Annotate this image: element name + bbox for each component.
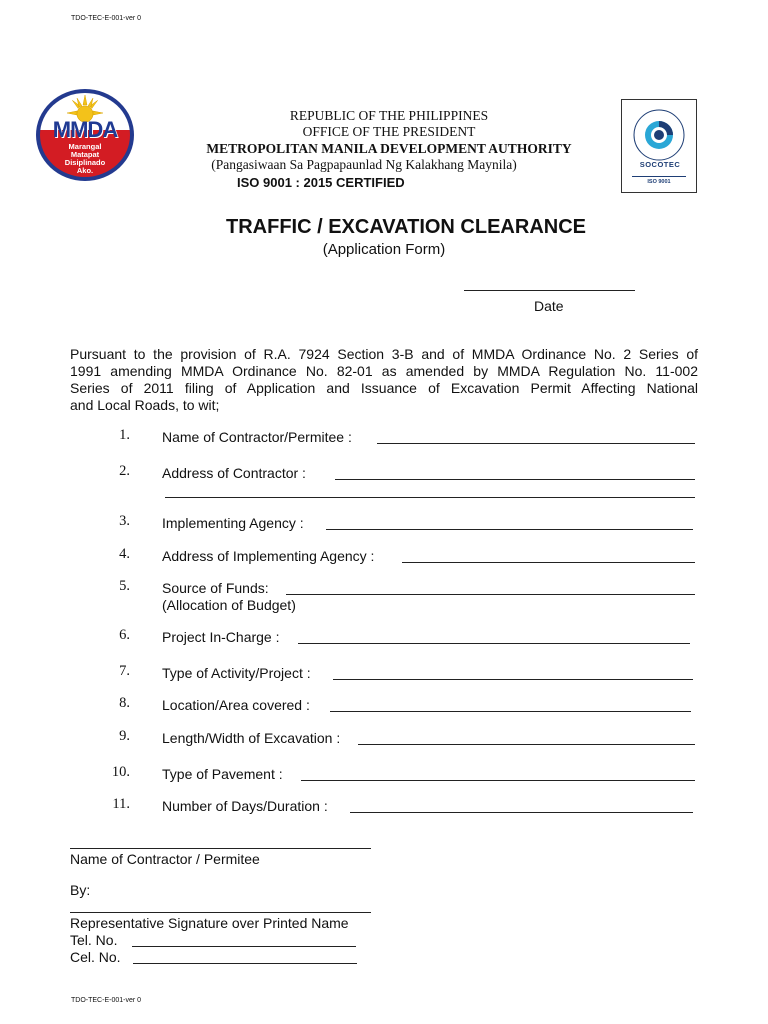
- field-label-length-width: Length/Width of Excavation :: [162, 730, 341, 746]
- field-number: 11.: [112, 796, 130, 812]
- field-label-source-of-funds: Source of Funds:: [162, 580, 269, 596]
- field-label-type-of-pavement: Type of Pavement :: [162, 766, 283, 782]
- field-label-implementing-agency: Implementing Agency :: [162, 515, 304, 531]
- field-label-type-of-activity: Type of Activity/Project :: [162, 665, 311, 681]
- field-number: 7.: [119, 663, 130, 679]
- source-of-funds-input[interactable]: [286, 594, 695, 595]
- header-iso-certified: ISO 9001 : 2015 CERTIFIED: [237, 175, 405, 190]
- field-number: 1.: [119, 427, 130, 443]
- field-label-project-in-charge: Project In-Charge :: [162, 629, 280, 645]
- contractor-name-signature-line[interactable]: [70, 848, 371, 849]
- field-sublabel-allocation: (Allocation of Budget): [162, 597, 296, 613]
- field-number: 9.: [119, 728, 130, 744]
- cel-label: Cel. No.: [70, 949, 121, 965]
- field-number: 2.: [119, 463, 130, 479]
- field-number: 3.: [119, 513, 130, 529]
- header-office: OFFICE OF THE PRESIDENT: [302, 124, 476, 139]
- length-width-input[interactable]: [358, 744, 695, 745]
- contractor-name-input[interactable]: [377, 443, 695, 444]
- header-republic: REPUBLIC OF THE PHILIPPINES: [289, 108, 489, 123]
- field-number: 4.: [119, 546, 130, 562]
- date-label: Date: [534, 298, 564, 314]
- form-title: TRAFFIC / EXCAVATION CLEARANCE: [226, 216, 586, 238]
- field-label-agency-address: Address of Implementing Agency :: [162, 548, 375, 564]
- header-agency: METROPOLITAN MANILA DEVELOPMENT AUTHORITY: [206, 141, 572, 156]
- tel-input[interactable]: [132, 946, 356, 947]
- representative-caption: Representative Signature over Printed Name: [70, 915, 349, 931]
- header-tagalog-name: (Pangasiwaan Sa Pagpapaunlad Ng Kalakhang Maynila): [211, 157, 517, 172]
- document-code-bottom: TDO-TEC-E-001-ver 0: [71, 997, 142, 1004]
- contractor-name-caption: Name of Contractor / Permitee: [70, 851, 260, 867]
- field-number: 10.: [111, 764, 130, 780]
- form-subtitle: (Application Form): [322, 241, 446, 258]
- by-label: By:: [70, 882, 91, 898]
- field-number: 6.: [119, 627, 130, 643]
- implementing-agency-input[interactable]: [326, 529, 693, 530]
- location-input[interactable]: [330, 711, 691, 712]
- cel-input[interactable]: [133, 963, 357, 964]
- type-of-activity-input[interactable]: [333, 679, 693, 680]
- contractor-address-input-line2[interactable]: [165, 497, 695, 498]
- field-label-contractor-address: Address of Contractor :: [162, 465, 306, 481]
- document-code-top: TDO-TEC-E-001-ver 0: [71, 15, 142, 22]
- duration-input[interactable]: [350, 812, 693, 813]
- field-label-location: Location/Area covered :: [162, 697, 310, 713]
- mmda-motto: Marangal Matapat Disiplinado Ako.: [64, 142, 106, 175]
- contractor-address-input[interactable]: [335, 479, 695, 480]
- representative-signature-line[interactable]: [70, 912, 371, 913]
- field-label-duration: Number of Days/Duration :: [162, 798, 328, 814]
- mmda-logo-text: MMDA: [52, 117, 118, 142]
- type-of-pavement-input[interactable]: [301, 780, 695, 781]
- field-number: 8.: [119, 695, 130, 711]
- tel-label: Tel. No.: [70, 932, 118, 948]
- agency-address-input[interactable]: [402, 562, 695, 563]
- socotec-iso-label: ISO 9001: [632, 176, 686, 185]
- socotec-word: SOCOTEC: [639, 160, 681, 169]
- field-label-contractor-name: Name of Contractor/Permitee :: [162, 429, 352, 445]
- intro-paragraph: Pursuant to the provision of R.A. 7924 Section 3-B and of MMDA Ordinance No. 2 Series of 1991 amending MMDA Ordinance No. 82-01 as amended by MMDA Regulation No. 11-002 Series of 2011 filing of Application and Issuance of Excavation Permit Affecting National and Local Roads, to wit;: [70, 346, 698, 413]
- field-number: 5.: [119, 578, 130, 594]
- date-input-line[interactable]: [464, 290, 635, 291]
- project-in-charge-input[interactable]: [298, 643, 690, 644]
